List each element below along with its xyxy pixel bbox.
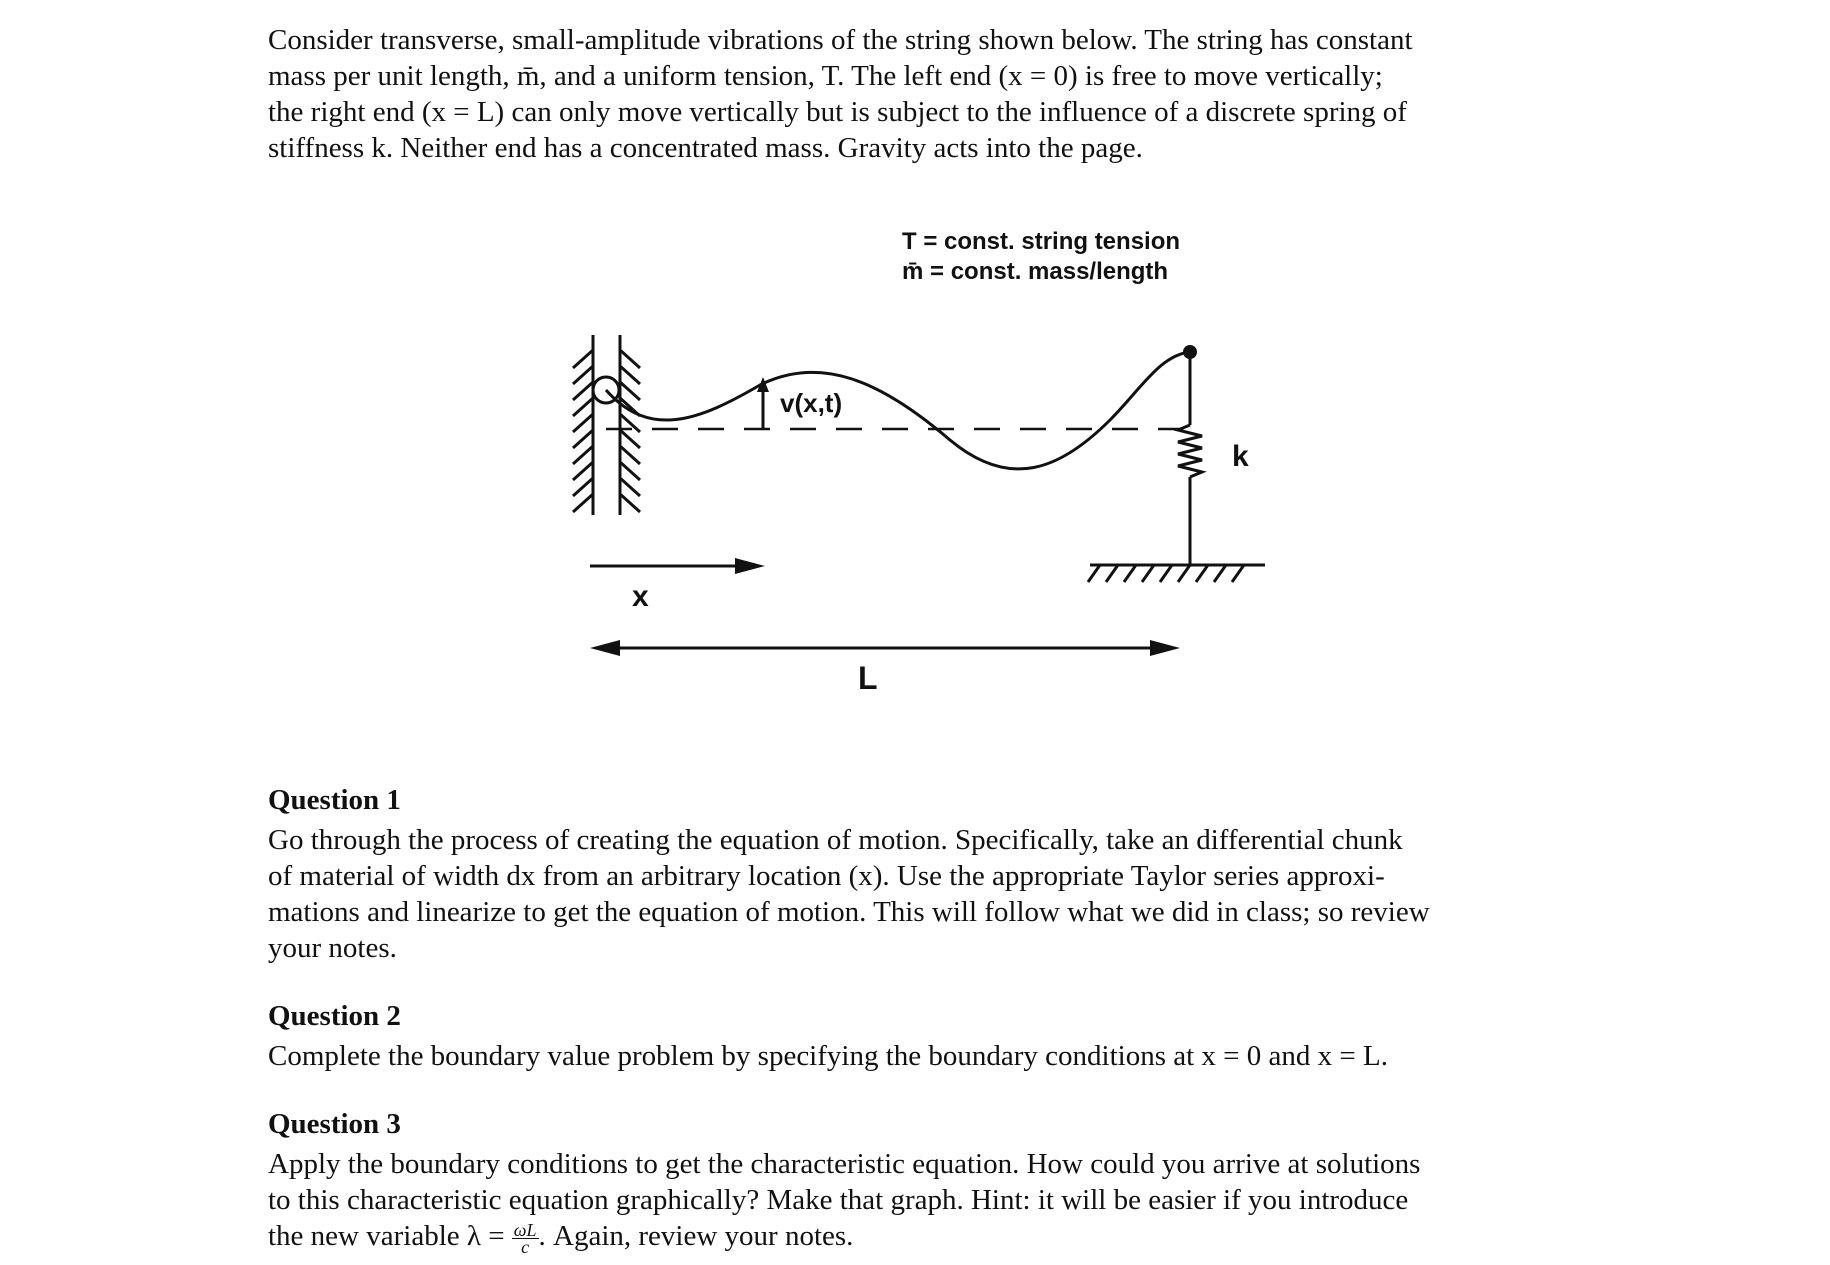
question-line: to this characteristic equation graphically? Make that graph. Hint: it will be easier if you introduce	[268, 1184, 1409, 1216]
question-line: mations and linearize to get the equation of motion. This will follow what we did in class; so review	[268, 896, 1430, 928]
string-curve	[606, 352, 1190, 469]
intro-line: the right end (x = L) can only move vertically but is subject to the influence of a discrete spring of	[268, 96, 1407, 128]
lambda-fraction	[512, 1219, 539, 1257]
intro-line: Consider transverse, small-amplitude vibrations of the string shown below. The string has constant	[268, 24, 1413, 56]
spring-icon	[1178, 352, 1202, 565]
question-line: your notes.	[268, 932, 397, 964]
question-line: Apply the boundary conditions to get the characteristic equation. How could you arrive at solutions	[268, 1148, 1421, 1180]
question-2-title: Question 2	[268, 1000, 401, 1032]
spring-label: k	[1232, 440, 1249, 473]
question-3-title: Question 3	[268, 1108, 401, 1140]
question-1-title: Question 1	[268, 784, 401, 816]
intro-line: mass per unit length, m̄, and a uniform tension, T. The left end (x = 0) is free to move vertically;	[268, 60, 1383, 92]
legend-mass: m̄ = const. mass/length	[902, 258, 1169, 285]
fraction-numerator: ωL	[513, 1219, 537, 1240]
length-left-arrow-head-icon	[590, 640, 620, 656]
x-axis-arrow-head-icon	[735, 558, 765, 574]
displacement-label: v(x,t)	[780, 388, 843, 418]
length-right-arrow-head-icon	[1150, 640, 1180, 656]
question-last-line	[268, 1218, 1568, 1255]
question-line: of material of width dx from an arbitrary location (x). Use the appropriate Taylor series approxi-	[268, 860, 1385, 892]
x-axis-label: x	[632, 580, 649, 613]
legend-tension: T = const. string tension	[902, 228, 1181, 255]
ground-hatch	[1088, 565, 1265, 582]
left-slider-support	[573, 335, 640, 515]
question-line: Complete the boundary value problem by specifying the boundary conditions at x = 0 and x = L.	[268, 1040, 1388, 1072]
question-3-body	[268, 1146, 1568, 1255]
intro-line: stiffness k. Neither end has a concentrated mass. Gravity acts into the page.	[268, 132, 1143, 164]
length-label: L	[858, 660, 878, 696]
fraction-denominator: c	[521, 1236, 530, 1257]
question-1-body	[268, 822, 1568, 966]
question-line-prefix: the new variable λ =	[268, 1220, 512, 1252]
question-line: Go through the process of creating the equation of motion. Specifically, take an differential chunk	[268, 824, 1403, 856]
question-line-suffix: . Again, review your notes.	[538, 1220, 854, 1252]
question-2-body	[268, 1038, 1568, 1074]
